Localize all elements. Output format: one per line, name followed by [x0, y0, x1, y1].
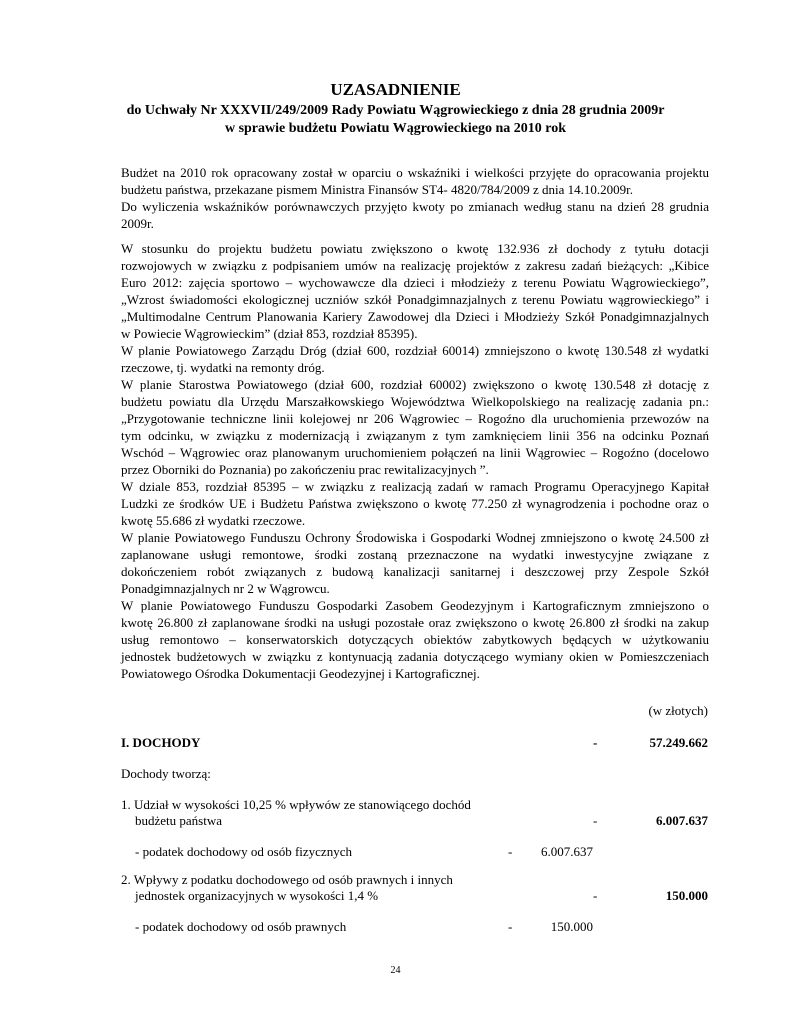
item1-sub-label: - podatek dochodowy od osób fizycznych [135, 844, 352, 859]
text-line: rzeczowe, tj. wydatki na remonty dróg. [121, 360, 325, 375]
resolution-reference: do Uchwały Nr XXXVII/249/2009 Rady Powiatu Wągrowieckiego z dnia 28 grudnia 2009r [126, 103, 665, 118]
income-section-dash: - [593, 735, 598, 750]
text-line: tym odcinku, w związku z modernizacją i związanym z tym zamknięciem linii 356 na odcinku Poznań [121, 428, 709, 443]
item1-label-continued: budżetu państwa [135, 813, 223, 828]
item1-sub-value: 6.007.637 [541, 844, 593, 859]
income-section-title: I. DOCHODY [121, 735, 201, 750]
document-title: UZASADNIENIE [330, 80, 461, 99]
text-line: Budżet na 2010 rok opracowany został w oparciu o wskaźniki i wielkości przyjęte do opracowania projektu [121, 165, 709, 180]
text-line: W planie Starostwa Powiatowego (dział 600, rozdział 60002) zwiększono o kwotę 130.548 zł dotację z [121, 377, 709, 392]
income-intro: Dochody tworzą: [121, 766, 211, 781]
text-line: W planie Powiatowego Funduszu Ochrony Środowiska i Gospodarki Wodnej zmniejszono o kwotę 24.500 zł [121, 530, 709, 545]
text-line: Ludzki ze środków UE i Budżetu Państwa zwiększono o kwotę 77.250 zł wynagrodzenia i pochodne oraz o [121, 496, 709, 511]
text-line: Do wyliczenia wskaźników porównawczych przyjęto kwoty po zmianach według stanu na dzień 28 grudnia [121, 199, 709, 214]
text-line: W dziale 853, rozdział 85395 – w związku z realizacją zadań w ramach Programu Operacyjnego Kapitał [121, 479, 709, 494]
text-line: rozwojowych w związku z podpisaniem umów na realizację projektów z zakresu zadań bieżących: „Kibice [121, 258, 709, 273]
text-line: przez Oborniki do Poznania) po zakończeniu prac rewitalizacyjnych ”. [121, 462, 489, 477]
text-line: jednostek budżetowych w związku z kontynuacją zadania dotyczącego wymiany okien w Pomieszczeniach [121, 649, 709, 664]
text-line: „Wzrost świadomości ekologicznej uczniów szkół Ponadgimnazjalnych z terenu Powiatu wągrowieckiego” i [121, 292, 709, 307]
item2-label-continued: jednostek organizacyjnych w wysokości 1,4 % [135, 888, 379, 903]
income-section-total: 57.249.662 [649, 735, 708, 750]
item2-sub-dash: - [508, 919, 513, 934]
item2-total: 150.000 [665, 888, 708, 903]
currency-unit-label: (w złotych) [648, 703, 708, 718]
item2-sub-label: - podatek dochodowy od osób prawnych [135, 919, 347, 934]
text-line: usług remontowo – konserwatorskich dotyczących obiektów zabytkowych będących w użytkowaniu [121, 632, 709, 647]
page-number: 24 [390, 965, 401, 976]
item1-dash: - [593, 813, 598, 828]
text-line: kwotę 26.800 zł zaplanowane środki na usługi pozostałe oraz zwiększono o kwotę 26.800 zł środki na zakup [121, 615, 709, 630]
text-line: budżetu państwa, przekazane pismem Ministra Finansów ST4- 4820/784/2009 z dnia 14.10.2009r. [121, 182, 633, 197]
text-line: kwotę 55.686 zł wydatki rzeczowe. [121, 513, 306, 528]
text-line: w Powiecie Wągrowieckim” (dział 853, rozdział 85395). [121, 326, 418, 341]
text-line: Wschód – Wągrowiec oraz planowanym uruchomieniem połączeń na linii Wągrowiec – Rogoźno (docelowo [121, 445, 709, 460]
text-line: W stosunku do projektu budżetu powiatu zwiększono o kwotę 132.936 zł dochody z tytułu dotacji [121, 241, 709, 256]
text-line: „Multimodalne Centrum Planowania Kariery Zawodowej dla Dzieci i Młodzieży Szkół Ponadgimnazjalnych [121, 309, 709, 324]
text-line: „Przygotowanie techniczne linii kolejowej nr 206 Wągrowiec – Rogoźno dla uruchomienia przewozów na [121, 411, 709, 426]
text-line: Powiatowego Ośrodka Dokumentacji Geodezyjnej i Kartograficznej. [121, 666, 480, 681]
item1-sub-dash: - [508, 844, 513, 859]
text-line: Ponadgimnazjalnych nr 2 w Wągrowcu. [121, 581, 330, 596]
item2-label: 2. Wpływy z podatku dochodowego od osób prawnych i innych [121, 872, 453, 887]
text-line: 2009r. [121, 216, 154, 231]
item2-sub-value: 150.000 [550, 919, 593, 934]
text-line: W planie Powiatowego Zarządu Dróg (dział 600, rozdział 60014) zmniejszono o kwotę 130.548 zł wydatki [121, 343, 709, 358]
item1-total: 6.007.637 [656, 813, 708, 828]
text-line: zaplanowane usługi remontowe, środki zostaną przeznaczone na wydatki inwestycyjne związane z [121, 547, 709, 562]
item1-label: 1. Udział w wysokości 10,25 % wpływów ze stanowiącego dochód [121, 797, 471, 812]
resolution-subject: w sprawie budżetu Powiatu Wągrowieckiego na 2010 rok [224, 121, 567, 136]
text-line: W planie Powiatowego Funduszu Gospodarki Zasobem Geodezyjnym i Kartograficznym zmniejszono o [121, 598, 709, 613]
text-line: Euro 2012: zajęcia sportowo – wychowawcze dla dzieci i młodzieży z terenu Powiatu Wągrowieckiego”, [121, 275, 709, 290]
text-line: dokończeniem robót związanych z budową kanalizacji sanitarnej i deszczowej przy Zespole Szkół [121, 564, 709, 579]
text-line: budżetu powiatu dla Urzędu Marszałkowskiego Województwa Wielkopolskiego na realizację zadania pn.: [121, 394, 709, 409]
item2-dash: - [593, 888, 598, 903]
